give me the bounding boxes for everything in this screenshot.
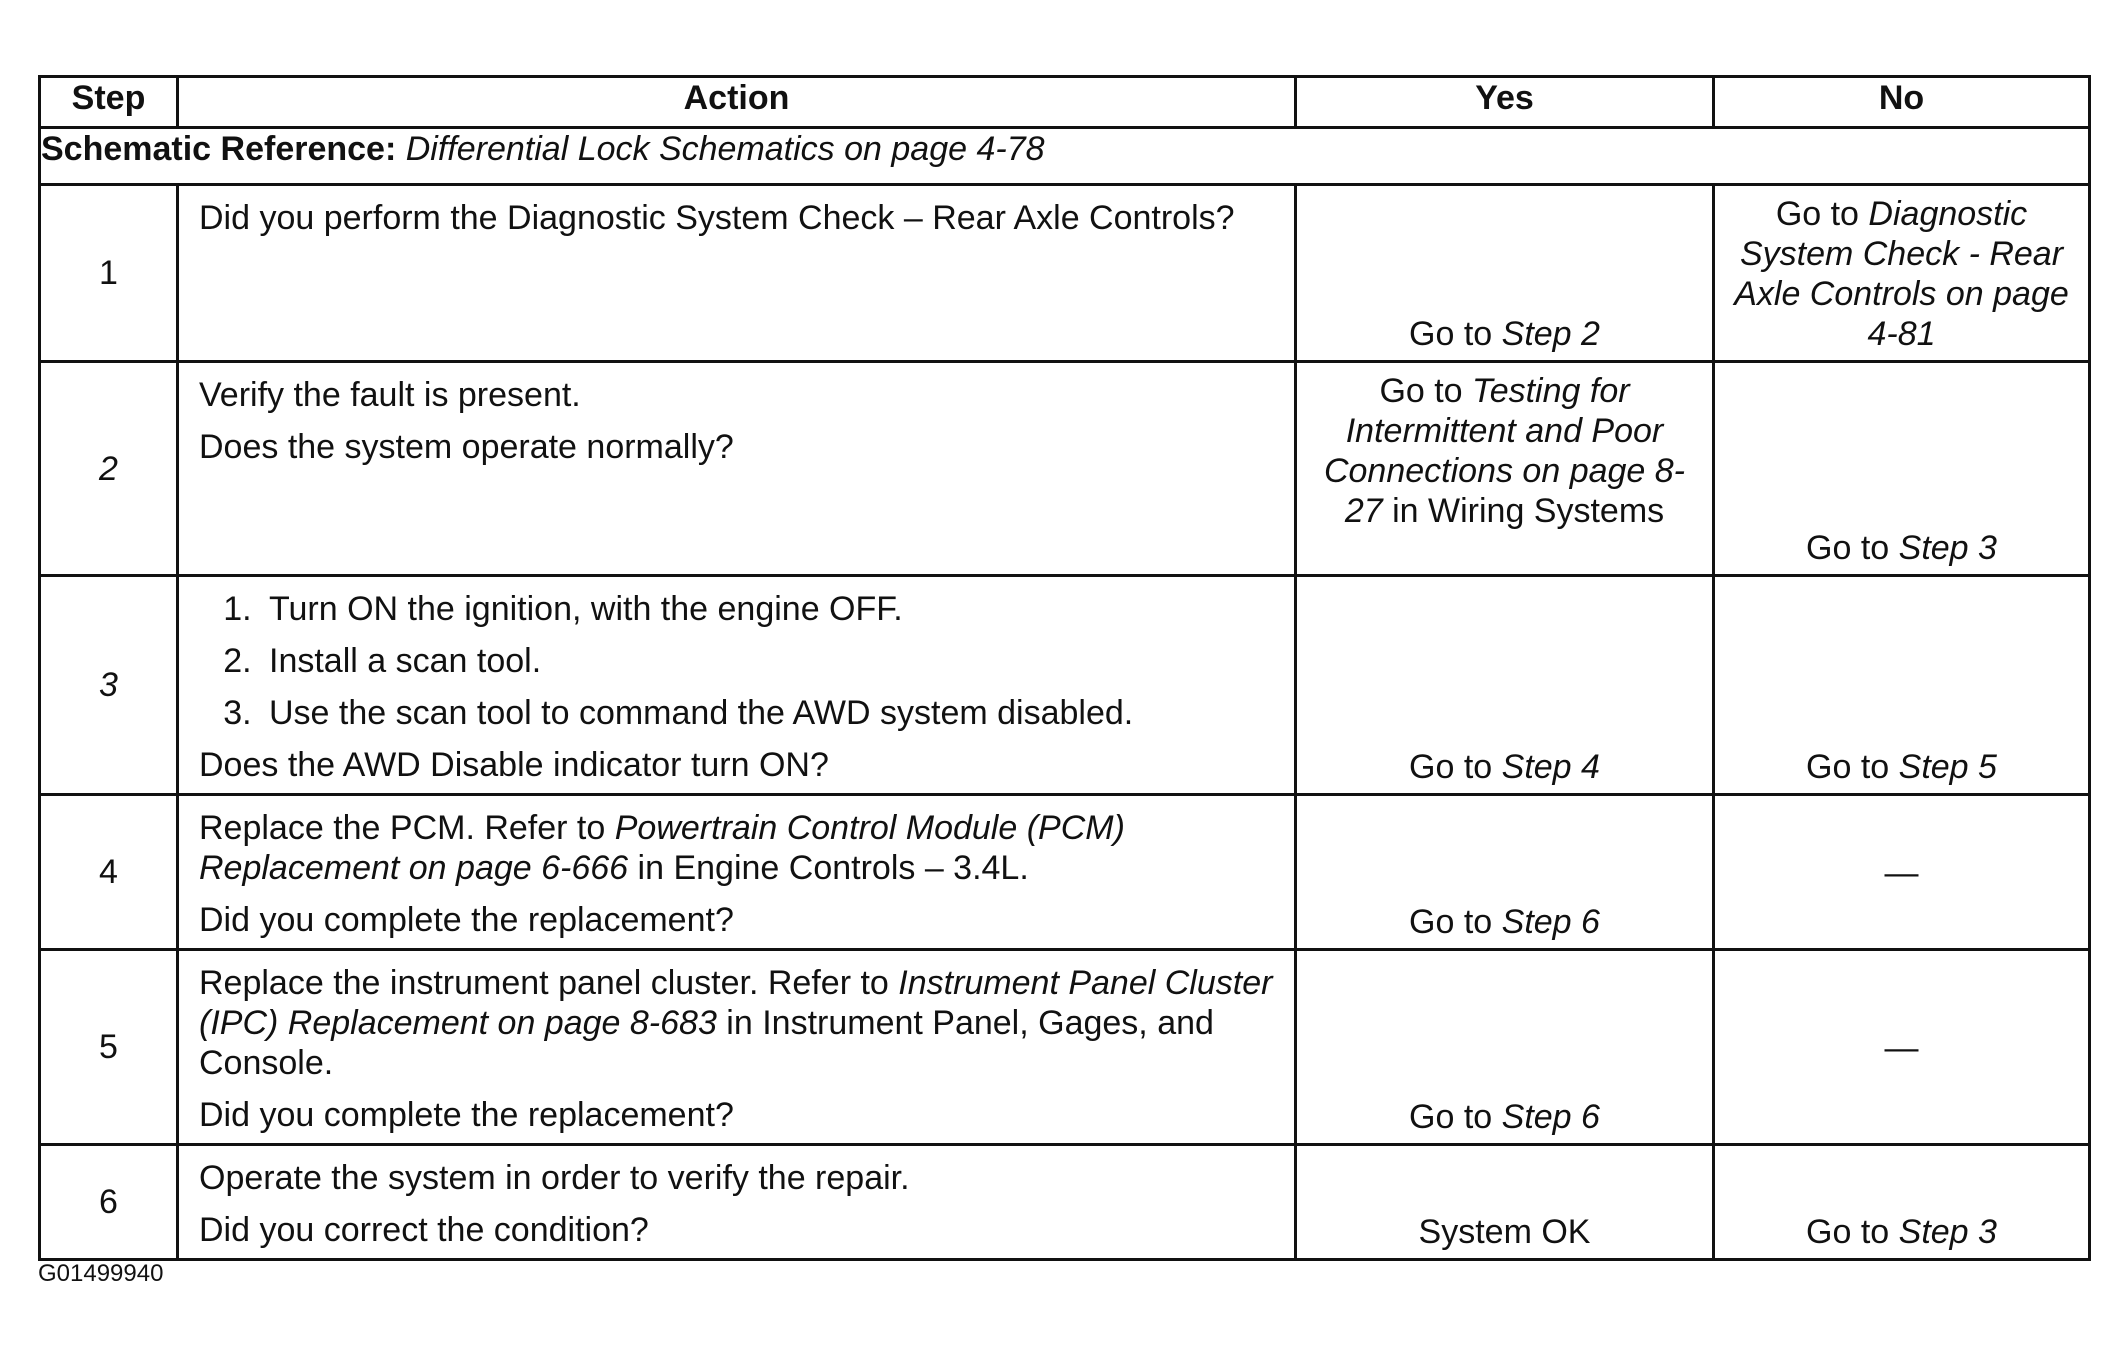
action-cell [178, 576, 1296, 795]
list-item: 2. Install a scan tool. [261, 641, 1274, 681]
yes-prefix: Go to [1409, 903, 1502, 941]
no-link[interactable]: Step 5 [1898, 748, 1997, 786]
yes-cell [1296, 950, 1714, 1145]
action-text [199, 963, 1274, 1083]
no-prefix: Go to [1806, 529, 1899, 567]
table-row [40, 950, 2090, 1145]
no-cell [1714, 1145, 2090, 1260]
step-number: 5 [40, 950, 178, 1145]
no-cell: — [1714, 795, 2090, 950]
schematic-reference-row [40, 128, 2090, 185]
yes-prefix: Go to [1409, 315, 1502, 353]
schematic-reference [40, 128, 2090, 185]
no-link[interactable]: Diagnostic System Check - Rear Axle Controls on page 4-81 [1734, 195, 2069, 353]
action-question: Did you correct the condition? [199, 1211, 649, 1249]
action-text: Did you perform the Diagnostic System Check – Rear Axle Controls? [199, 199, 1235, 237]
no-prefix: Go to [1806, 748, 1899, 786]
action-cell [178, 795, 1296, 950]
yes-cell [1296, 185, 1714, 362]
yes-cell [1296, 576, 1714, 795]
yes-prefix: Go to [1379, 372, 1473, 410]
header-yes: Yes [1296, 77, 1714, 128]
list-item: 1. Turn ON the ignition, with the engine OFF. [261, 589, 1274, 629]
action-link[interactable]: Powertrain Control Module (PCM) Replacement on page 6-666 [199, 809, 1125, 887]
action-question: Did you complete the replacement? [199, 901, 734, 939]
action-text-a: Replace the instrument panel cluster. Refer to [199, 964, 899, 1002]
action-cell [178, 1145, 1296, 1260]
action-text-a: Replace the PCM. Refer to [199, 809, 615, 847]
no-link[interactable]: Step 3 [1898, 529, 1997, 567]
header-no: No [1714, 77, 2090, 128]
list-item: 3. Use the scan tool to command the AWD system disabled. [261, 693, 1274, 733]
action-text: Verify the fault is present. [199, 376, 581, 414]
action-question: Did you complete the replacement? [199, 1096, 734, 1134]
header-step: Step [40, 77, 178, 128]
action-text-b: in Instrument Panel, Gages, and Console. [199, 1004, 1214, 1082]
header-row [40, 77, 2090, 128]
action-cell [178, 950, 1296, 1145]
no-link[interactable]: Step 3 [1898, 1213, 1997, 1251]
table-row [40, 362, 2090, 576]
step-number [40, 362, 178, 576]
yes-link[interactable]: Step 2 [1501, 315, 1600, 353]
diagnostic-table [38, 75, 2091, 1261]
action-steps-list [199, 589, 1274, 733]
table-row [40, 1145, 2090, 1260]
figure-code: G01499940 [38, 1260, 164, 1287]
action-cell [178, 185, 1296, 362]
yes-prefix: Go to [1409, 748, 1502, 786]
yes-link[interactable]: Step 6 [1501, 903, 1600, 941]
step-number: 4 [40, 795, 178, 950]
no-cell [1714, 362, 2090, 576]
no-cell [1714, 576, 2090, 795]
action-question: Does the system operate normally? [199, 428, 734, 466]
step-number-text: 3 [99, 666, 118, 704]
action-question: Does the AWD Disable indicator turn ON? [199, 746, 829, 784]
action-text: Operate the system in order to verify the repair. [199, 1159, 910, 1197]
table-row [40, 185, 2090, 362]
yes-cell: System OK [1296, 1145, 1714, 1260]
table-row [40, 576, 2090, 795]
no-cell: — [1714, 950, 2090, 1145]
schematic-reference-label: Schematic Reference: [41, 130, 397, 168]
yes-cell [1296, 795, 1714, 950]
step-number [40, 576, 178, 795]
action-text [199, 808, 1274, 888]
no-prefix: Go to [1806, 1213, 1899, 1251]
action-link[interactable]: Instrument Panel Cluster (IPC) Replacement on page 8-683 [199, 964, 1273, 1042]
step-number-text: 2 [99, 449, 118, 488]
table-row [40, 795, 2090, 950]
schematic-reference-link[interactable]: Differential Lock Schematics on page 4-78 [405, 130, 1045, 168]
yes-suffix: in Wiring Systems [1382, 492, 1665, 530]
step-number: 6 [40, 1145, 178, 1260]
yes-prefix: Go to [1409, 1098, 1502, 1136]
no-prefix: Go to [1775, 195, 1869, 233]
yes-link[interactable]: Step 6 [1501, 1098, 1600, 1136]
action-cell [178, 362, 1296, 576]
yes-link[interactable]: Testing for Intermittent and Poor Connections on page 8-27 [1323, 372, 1686, 530]
header-action: Action [178, 77, 1296, 128]
action-text-b: in Engine Controls – 3.4L. [628, 849, 1029, 887]
step-number: 1 [40, 185, 178, 362]
no-cell [1714, 185, 2090, 362]
yes-link[interactable]: Step 4 [1501, 748, 1600, 786]
yes-cell [1296, 362, 1714, 576]
